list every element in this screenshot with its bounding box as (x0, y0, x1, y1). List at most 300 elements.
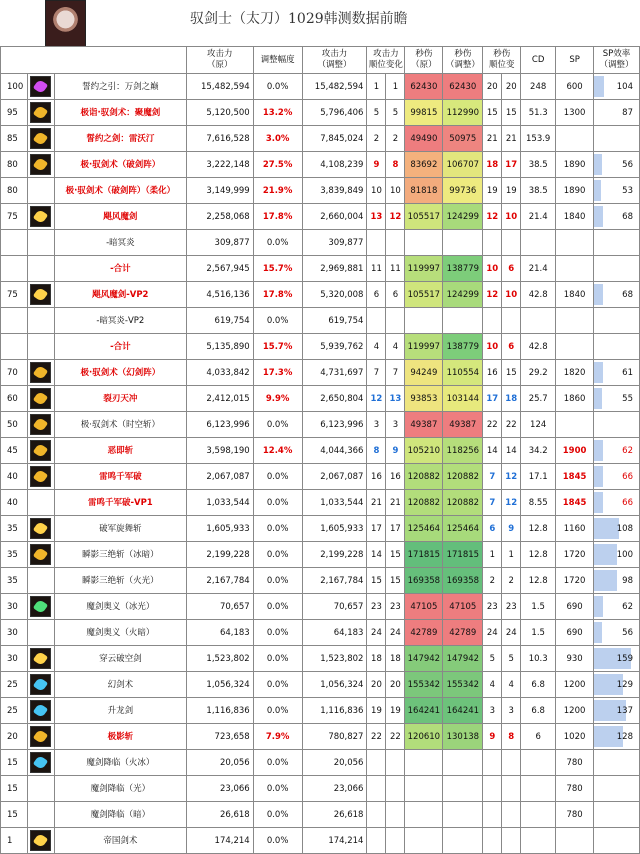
dps-rank-new: 19 (502, 178, 521, 204)
dps-new: 120882 (443, 490, 483, 516)
sp-eff-cell (594, 204, 640, 230)
skill-name: 极·驭剑术（幻剑阵） (54, 360, 186, 386)
atk-orig: 7,616,528 (186, 126, 253, 152)
skill-icon-cell (27, 646, 54, 672)
sp-value: 600 (556, 74, 594, 100)
dps-new: 103144 (443, 386, 483, 412)
sp-eff-bar (594, 518, 619, 539)
atk-rank-orig: 18 (367, 646, 386, 672)
dps-rank-orig: 10 (483, 256, 502, 282)
atk-rank-orig (367, 776, 386, 802)
atk-rank-orig: 23 (367, 594, 386, 620)
skill-icon-cell (27, 542, 54, 568)
dps-rank-orig: 18 (483, 152, 502, 178)
atk-rank-orig: 20 (367, 672, 386, 698)
skill-icon-cell (27, 412, 54, 438)
dps-orig (405, 828, 443, 854)
adjust-pct: 17.3% (253, 360, 302, 386)
atk-orig: 2,258,068 (186, 204, 253, 230)
dps-orig: 93853 (405, 386, 443, 412)
atk-orig: 70,657 (186, 594, 253, 620)
dps-new: 171815 (443, 542, 483, 568)
dps-rank-new: 5 (502, 646, 521, 672)
atk-new: 174,214 (302, 828, 367, 854)
dps-new (443, 230, 483, 256)
sp-eff-value: 66 (622, 497, 633, 508)
skill-name: 极·驭剑术（破剑阵） (54, 152, 186, 178)
skill-name: 誓约之剑：雷沃汀 (54, 126, 186, 152)
sp-eff-value: 55 (622, 393, 633, 404)
sp-eff-cell (594, 282, 640, 308)
skill-name: 极·驭剑术（破剑阵）（柔化） (54, 178, 186, 204)
table-row (1, 204, 640, 230)
dps-orig (405, 802, 443, 828)
atk-orig: 1,056,324 (186, 672, 253, 698)
skill-name: 魔剑降临（火冰） (54, 750, 186, 776)
atk-orig: 4,033,842 (186, 360, 253, 386)
sp-value (556, 308, 594, 334)
atk-orig: 3,598,190 (186, 438, 253, 464)
sp-value (556, 334, 594, 360)
skill-level (1, 230, 28, 256)
dps-rank-orig: 10 (483, 334, 502, 360)
cd-value: 12.8 (521, 516, 556, 542)
dps-rank-new: 15 (502, 100, 521, 126)
dps-new: 164241 (443, 698, 483, 724)
sp-value: 1720 (556, 542, 594, 568)
atk-orig: 5,135,890 (186, 334, 253, 360)
table-row (1, 750, 640, 776)
skill-icon (30, 752, 51, 773)
table-row (1, 542, 640, 568)
atk-new: 70,657 (302, 594, 367, 620)
skill-level (1, 256, 28, 282)
sp-eff-value: 100 (616, 549, 633, 560)
dps-orig: 169358 (405, 568, 443, 594)
table-row (1, 74, 640, 100)
skill-icon-cell (27, 698, 54, 724)
adjust-pct: 17.8% (253, 282, 302, 308)
skill-icon (30, 414, 51, 435)
atk-orig: 26,618 (186, 802, 253, 828)
sp-eff-bar (594, 284, 603, 305)
dps-rank-new: 21 (502, 126, 521, 152)
dps-rank-orig: 14 (483, 438, 502, 464)
dps-rank-orig: 23 (483, 594, 502, 620)
dps-orig: 94249 (405, 360, 443, 386)
dps-rank-new: 12 (502, 464, 521, 490)
dps-orig: 49387 (405, 412, 443, 438)
skill-icon (30, 76, 51, 97)
atk-rank-new: 13 (386, 386, 405, 412)
cd-value: 6.8 (521, 672, 556, 698)
skill-name: -暗冥炎-VP2 (54, 308, 186, 334)
dps-rank-new: 2 (502, 568, 521, 594)
dps-new: 130138 (443, 724, 483, 750)
dps-new (443, 750, 483, 776)
skill-icon-cell (27, 776, 54, 802)
sp-eff-value: 62 (622, 445, 633, 456)
atk-new: 26,618 (302, 802, 367, 828)
skill-level: 15 (1, 802, 28, 828)
dps-new: 124299 (443, 204, 483, 230)
adjust-pct: 0.0% (253, 776, 302, 802)
atk-orig: 20,056 (186, 750, 253, 776)
atk-rank-orig: 17 (367, 516, 386, 542)
sp-value: 1890 (556, 152, 594, 178)
atk-new: 1,056,324 (302, 672, 367, 698)
adjust-pct: 7.9% (253, 724, 302, 750)
skill-icon (30, 128, 51, 149)
atk-rank-new: 2 (386, 126, 405, 152)
atk-rank-orig: 21 (367, 490, 386, 516)
atk-orig: 619,754 (186, 308, 253, 334)
sp-value: 1890 (556, 178, 594, 204)
atk-orig: 1,116,836 (186, 698, 253, 724)
adjust-pct: 0.0% (253, 542, 302, 568)
sp-eff-cell (594, 74, 640, 100)
dps-orig: 171815 (405, 542, 443, 568)
sp-eff-bar (594, 76, 604, 97)
header-dps-new: 秒伤 （调整） (443, 47, 483, 74)
dps-new: 118256 (443, 438, 483, 464)
skill-name: 魔剑奥义（冰光） (54, 594, 186, 620)
skill-icon-cell (27, 126, 54, 152)
skill-level: 60 (1, 386, 28, 412)
dps-rank-new: 10 (502, 282, 521, 308)
cd-value: 248 (521, 74, 556, 100)
dps-orig: 42789 (405, 620, 443, 646)
atk-rank-orig (367, 802, 386, 828)
skill-icon-cell (27, 360, 54, 386)
header-atk-new: 攻击力 （调整） (302, 47, 367, 74)
cd-value: 51.3 (521, 100, 556, 126)
adjust-pct: 0.0% (253, 516, 302, 542)
table-row (1, 672, 640, 698)
dps-orig: 147942 (405, 646, 443, 672)
skill-name: -合计 (54, 334, 186, 360)
atk-rank-orig: 12 (367, 386, 386, 412)
sp-eff-bar (594, 180, 601, 201)
cd-value: 29.2 (521, 360, 556, 386)
dps-rank-new: 14 (502, 438, 521, 464)
atk-orig: 2,199,228 (186, 542, 253, 568)
atk-orig: 174,214 (186, 828, 253, 854)
dps-rank-orig (483, 776, 502, 802)
sp-eff-bar (594, 440, 603, 461)
sp-eff-cell (594, 698, 640, 724)
skill-level: 20 (1, 724, 28, 750)
sp-value: 690 (556, 620, 594, 646)
skill-name: 极·驭剑术（时空斩） (54, 412, 186, 438)
skill-icon (30, 830, 51, 851)
atk-orig: 2,567,945 (186, 256, 253, 282)
dps-orig: 155342 (405, 672, 443, 698)
dps-new: 169358 (443, 568, 483, 594)
sp-eff-cell (594, 828, 640, 854)
header-sp: SP (556, 47, 594, 74)
atk-rank-new: 15 (386, 542, 405, 568)
dps-orig (405, 750, 443, 776)
dps-new: 120882 (443, 464, 483, 490)
adjust-pct: 15.7% (253, 334, 302, 360)
atk-new: 7,845,024 (302, 126, 367, 152)
atk-new: 4,731,697 (302, 360, 367, 386)
skill-icon (30, 440, 51, 461)
skill-icon (30, 648, 51, 669)
atk-new: 1,116,836 (302, 698, 367, 724)
sp-eff-bar (594, 492, 603, 513)
atk-orig: 5,120,500 (186, 100, 253, 126)
skill-level: 35 (1, 568, 28, 594)
table-row (1, 126, 640, 152)
cd-value: 12.8 (521, 568, 556, 594)
atk-rank-new (386, 750, 405, 776)
table-row (1, 178, 640, 204)
dps-new: 47105 (443, 594, 483, 620)
dps-rank-orig: 1 (483, 542, 502, 568)
dps-new: 138779 (443, 256, 483, 282)
sp-eff-cell (594, 256, 640, 282)
header-sp-eff: SP效率 （调整） (594, 47, 640, 74)
dps-rank-orig: 5 (483, 646, 502, 672)
atk-rank-new (386, 776, 405, 802)
atk-new: 5,796,406 (302, 100, 367, 126)
skill-level (1, 334, 28, 360)
skill-level: 50 (1, 412, 28, 438)
skill-level: 30 (1, 594, 28, 620)
adjust-pct: 0.0% (253, 464, 302, 490)
sp-eff-value: 68 (622, 289, 633, 300)
dps-rank-new: 6 (502, 334, 521, 360)
atk-orig: 1,523,802 (186, 646, 253, 672)
table-row (1, 620, 640, 646)
sp-eff-cell (594, 672, 640, 698)
dps-rank-new: 6 (502, 256, 521, 282)
dps-rank-orig: 15 (483, 100, 502, 126)
skill-icon-cell (27, 100, 54, 126)
skill-level (1, 308, 28, 334)
dps-orig: 83692 (405, 152, 443, 178)
sp-value: 1160 (556, 516, 594, 542)
dps-rank-orig: 3 (483, 698, 502, 724)
atk-orig: 6,123,996 (186, 412, 253, 438)
cd-value: 1.5 (521, 594, 556, 620)
sp-eff-cell (594, 386, 640, 412)
sp-eff-cell (594, 802, 640, 828)
dps-rank-orig: 9 (483, 724, 502, 750)
atk-rank-new: 1 (386, 74, 405, 100)
dps-orig: 120610 (405, 724, 443, 750)
sp-eff-cell (594, 568, 640, 594)
skill-icon-cell (27, 828, 54, 854)
dps-orig: 120882 (405, 490, 443, 516)
atk-rank-new: 19 (386, 698, 405, 724)
atk-new: 5,939,762 (302, 334, 367, 360)
cd-value: 124 (521, 412, 556, 438)
header-atk-orig: 攻击力 （原） (186, 47, 253, 74)
dps-new (443, 308, 483, 334)
dps-orig: 125464 (405, 516, 443, 542)
table-row (1, 100, 640, 126)
skill-name: 魔剑奥义（火暗） (54, 620, 186, 646)
adjust-pct: 0.0% (253, 74, 302, 100)
sp-value: 1020 (556, 724, 594, 750)
skill-icon (30, 518, 51, 539)
sp-value: 780 (556, 750, 594, 776)
skill-level: 15 (1, 776, 28, 802)
atk-rank-orig: 1 (367, 74, 386, 100)
dps-orig: 105210 (405, 438, 443, 464)
atk-new: 3,839,849 (302, 178, 367, 204)
skill-icon-cell (27, 724, 54, 750)
atk-new: 2,067,087 (302, 464, 367, 490)
sp-eff-bar (594, 570, 616, 591)
atk-rank-new: 20 (386, 672, 405, 698)
dps-rank-new: 22 (502, 412, 521, 438)
dps-new: 50975 (443, 126, 483, 152)
skill-name: 雷鸣千军破 (54, 464, 186, 490)
dps-rank-new (502, 308, 521, 334)
cd-value: 34.2 (521, 438, 556, 464)
atk-rank-orig: 15 (367, 568, 386, 594)
dps-orig: 120882 (405, 464, 443, 490)
skill-level: 30 (1, 620, 28, 646)
dps-rank-new: 20 (502, 74, 521, 100)
skill-icon-cell (27, 490, 54, 516)
skill-level: 45 (1, 438, 28, 464)
skill-name: 瞬影三绝斩（冰暗） (54, 542, 186, 568)
cd-value (521, 802, 556, 828)
dps-rank-new (502, 828, 521, 854)
sp-eff-cell (594, 750, 640, 776)
skill-name: -暗冥炎 (54, 230, 186, 256)
table-row (1, 256, 640, 282)
sp-eff-value: 87 (622, 107, 633, 118)
atk-orig: 2,167,784 (186, 568, 253, 594)
table-row (1, 438, 640, 464)
atk-rank-new: 24 (386, 620, 405, 646)
dps-rank-orig: 2 (483, 568, 502, 594)
atk-orig: 2,412,015 (186, 386, 253, 412)
skill-icon-cell (27, 438, 54, 464)
skill-icon (30, 388, 51, 409)
dps-rank-orig: 24 (483, 620, 502, 646)
sp-eff-cell (594, 464, 640, 490)
sp-eff-value: 159 (616, 653, 633, 664)
dps-rank-orig (483, 750, 502, 776)
dps-new: 110554 (443, 360, 483, 386)
table-row (1, 594, 640, 620)
sp-eff-value: 56 (622, 159, 633, 170)
skill-icon-cell (27, 152, 54, 178)
page-title: 驭剑士（太刀）1029韩测数据前瞻 (190, 11, 408, 27)
table-row (1, 230, 640, 256)
dps-rank-orig: 16 (483, 360, 502, 386)
dps-rank-orig (483, 308, 502, 334)
dps-rank-orig (483, 802, 502, 828)
sp-eff-value: 128 (616, 731, 633, 742)
dps-new: 106707 (443, 152, 483, 178)
skill-icon (30, 700, 51, 721)
skill-name: 魔剑降临（光） (54, 776, 186, 802)
dps-new (443, 802, 483, 828)
dps-rank-orig: 7 (483, 464, 502, 490)
adjust-pct: 0.0% (253, 412, 302, 438)
atk-rank-new: 6 (386, 282, 405, 308)
table-row (1, 386, 640, 412)
dps-rank-orig: 21 (483, 126, 502, 152)
sp-value (556, 256, 594, 282)
atk-rank-orig: 2 (367, 126, 386, 152)
sp-eff-cell (594, 178, 640, 204)
sp-value: 1300 (556, 100, 594, 126)
skill-icon (30, 206, 51, 227)
atk-new: 23,066 (302, 776, 367, 802)
table-row (1, 568, 640, 594)
atk-rank-orig: 8 (367, 438, 386, 464)
cd-value: 25.7 (521, 386, 556, 412)
header-cd: CD (521, 47, 556, 74)
cd-value (521, 776, 556, 802)
sp-eff-cell (594, 724, 640, 750)
skill-data-table (0, 46, 640, 854)
adjust-pct: 12.4% (253, 438, 302, 464)
dps-rank-new: 4 (502, 672, 521, 698)
sp-eff-cell (594, 490, 640, 516)
dps-new (443, 828, 483, 854)
skill-icon-cell (27, 308, 54, 334)
atk-rank-orig: 3 (367, 412, 386, 438)
dps-rank-orig: 6 (483, 516, 502, 542)
atk-rank-new: 5 (386, 100, 405, 126)
atk-rank-new: 3 (386, 412, 405, 438)
skill-icon-cell (27, 750, 54, 776)
dps-orig (405, 776, 443, 802)
skill-icon-cell (27, 620, 54, 646)
sp-eff-cell (594, 126, 640, 152)
atk-rank-new: 16 (386, 464, 405, 490)
atk-rank-new: 11 (386, 256, 405, 282)
dps-new: 138779 (443, 334, 483, 360)
atk-new: 2,167,784 (302, 568, 367, 594)
sp-value: 690 (556, 594, 594, 620)
header-dps-rank: 秒伤 顺位变 (483, 47, 521, 74)
adjust-pct: 0.0% (253, 828, 302, 854)
skill-icon-cell (27, 334, 54, 360)
skill-icon (30, 466, 51, 487)
atk-rank-orig: 10 (367, 178, 386, 204)
dps-rank-orig: 19 (483, 178, 502, 204)
atk-rank-orig: 6 (367, 282, 386, 308)
atk-rank-new (386, 828, 405, 854)
skill-level: 75 (1, 204, 28, 230)
sp-value: 1720 (556, 568, 594, 594)
dps-rank-orig: 17 (483, 386, 502, 412)
skill-icon (30, 674, 51, 695)
skill-level: 85 (1, 126, 28, 152)
dps-new: 49387 (443, 412, 483, 438)
dps-rank-new: 12 (502, 490, 521, 516)
adjust-pct: 27.5% (253, 152, 302, 178)
sp-eff-cell (594, 152, 640, 178)
atk-rank-orig: 16 (367, 464, 386, 490)
sp-eff-cell (594, 542, 640, 568)
skill-name: 雷鸣千军破-VP1 (54, 490, 186, 516)
atk-rank-new: 15 (386, 568, 405, 594)
sp-value: 1200 (556, 698, 594, 724)
adjust-pct: 9.9% (253, 386, 302, 412)
